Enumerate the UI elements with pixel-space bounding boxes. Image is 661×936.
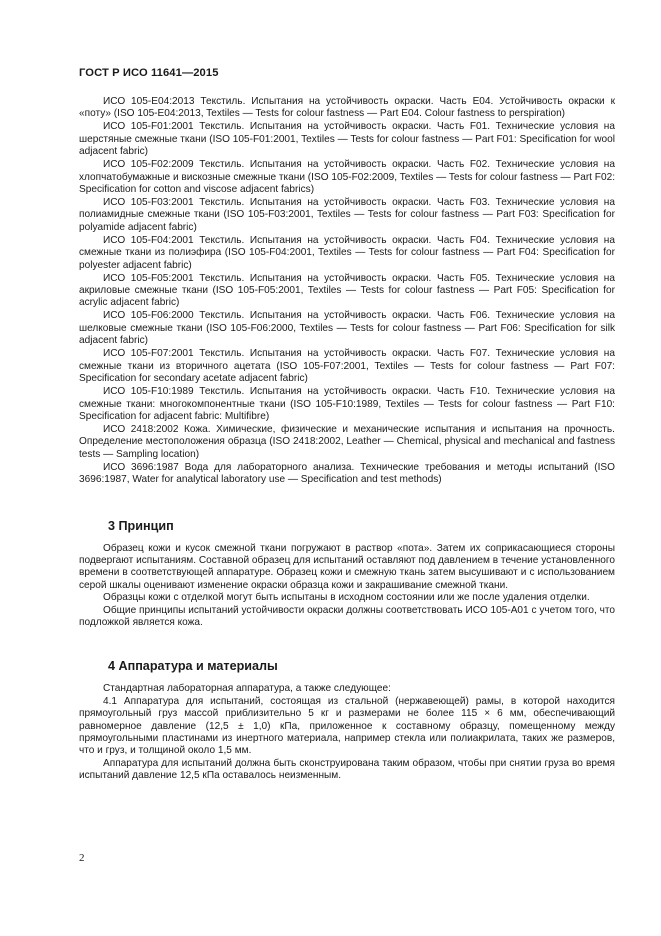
section-4-heading: 4 Аппаратура и материалы (108, 659, 278, 674)
document-header: ГОСТ Р ИСО 11641—2015 (79, 67, 219, 79)
paragraph: Общие принципы испытаний устойчивости окраски должны соответствовать ИСО 105-А01 с учетом того, что подложкой является кожа. (79, 604, 615, 628)
section-3-body (79, 543, 615, 630)
paragraph: Стандартная лабораторная аппаратура, а также следующее: (103, 683, 391, 695)
reference-item: ИСО 105-F03:2001 Текстиль. Испытания на устойчивость окраски. Часть F03. Технические условия на полиамидные смежные ткани (ISO 105-F03:2001, Textiles — Tests for colour fastness — Part F03: Specification for polyamide adjacent fabric) (79, 197, 615, 233)
reference-item: ИСО 105-F05:2001 Текстиль. Испытания на устойчивость окраски. Часть F05. Технические условия на акриловые смежные ткани (ISO 105-F05:2001, Textiles — Tests for colour fastness — Part F05: Specification for acrylic adjacent fabric) (79, 272, 615, 309)
reference-item: ИСО 105-F06:2000 Текстиль. Испытания на устойчивость окраски. Часть F06. Технические условия на шелковые смежные ткани (ISO 105-F06:2000, Textiles — Tests for colour fastness — Part F06: Specification for silk adjacent fabric) (79, 310, 615, 347)
paragraph: Образец кожи и кусок смежной ткани погружают в раствор «пота». Затем их соприкасающиеся стороны подвергают испытаниям. Составной образец для испытаний оставляют под давлением в течение установленного времени в соответствующей аппаратуре. Образец кожи и смежную ткань затем высушивают и с использованием серой шкалы оценивают изменение окраски образца кожи и закрашивание смежной ткани. (79, 542, 615, 591)
paragraph: Аппаратура для испытаний должна быть сконструирована таким образом, чтобы при снятии груза во время испытаний давление 12,5 кПа оставалось неизменным. (79, 757, 615, 782)
document-body (79, 96, 615, 783)
reference-item: ИСО 105-F07:2001 Текстиль. Испытания на устойчивость окраски. Часть F07. Технические условия на смежные ткани из вторичного ацетата (ISO 105-F07:2001, Textiles — Tests for colour fastness — Part F07: Specification for secondary acetate adjacent fabric) (79, 348, 615, 385)
section-4-body (79, 683, 615, 782)
section-3-heading: 3 Принцип (108, 518, 174, 533)
paragraph: Образцы кожи с отделкой могут быть испытаны в исходном состоянии или же после удаления отделки. (103, 592, 590, 604)
reference-item: ИСО 3696:1987 Вода для лабораторного анализа. Технические требования и методы испытаний (ISO 3696:1987, Water for analytical laboratory use — Specification and test methods) (79, 461, 615, 486)
reference-item: ИСО 105-F01:2001 Текстиль. Испытания на устойчивость окраски. Часть F01. Технические условия на шерстяные смежные ткани (ISO 105-F01:2001, Textiles — Tests for colour fastness — Part F01: Specification for wool adjacent fabric) (79, 121, 615, 158)
reference-item: ИСО 105-F10:1989 Текстиль. Испытания на устойчивость окраски. Часть F10. Технические условия на смежные ткани: многокомпонентные ткани (ISO 105-F10:1989, Textiles — Tests for colour fastness — Part F10: Specification for adjacent fabric: Multifibre) (79, 386, 615, 422)
reference-item: ИСО 105-F04:2001 Текстиль. Испытания на устойчивость окраски. Часть F04. Технические условия на смежные ткани из полиэфира (ISO 105-F04:2001, Textiles — Tests for colour fastness — Part F04: Specification for polyester adjacent fabric) (79, 234, 615, 271)
reference-item: ИСО 2418:2002 Кожа. Химические, физические и механические испытания и испытания на прочность. Определение местоположения образца (ISO 2418:2002, Leather — Chemical, physical and mechanical and fastness tests — Sampling location) (79, 423, 615, 460)
page-number: 2 (79, 852, 85, 864)
reference-item: ИСО 105-E04:2013 Текстиль. Испытания на устойчивость окраски. Часть E04. Устойчивость окраски к «поту» (ISO 105-E04:2013, Textiles — Tests for colour fastness — Part E04. Colour fastness to perspiration) (79, 96, 615, 120)
paragraph: 4.1 Аппаратура для испытаний, состоящая из стальной (нержавеющей) рамы, в которой находится прямоугольный груз массой приблизительно 5 кг и размерами не более 115 × 6 мм, обеспечивающий равномерное давление (12,5 ± 1,0) кПа, приложенное к составному образцу, помещенному между прямоугольными пластинами из инертного материала, например стекла или полиакрилата, таких же размеров, что и груз, и толщиной около 1,5 мм. (79, 695, 615, 757)
normative-references (79, 96, 615, 487)
reference-item: ИСО 105-F02:2009 Текстиль. Испытания на устойчивость окраски. Часть F02. Технические условия на хлопчатобумажные и вискозные смежные ткани (ISO 105-F02:2009, Textiles — Tests for colour fastness — Part F02: Specification for cotton and viscose adjacent fabrics) (79, 159, 615, 196)
